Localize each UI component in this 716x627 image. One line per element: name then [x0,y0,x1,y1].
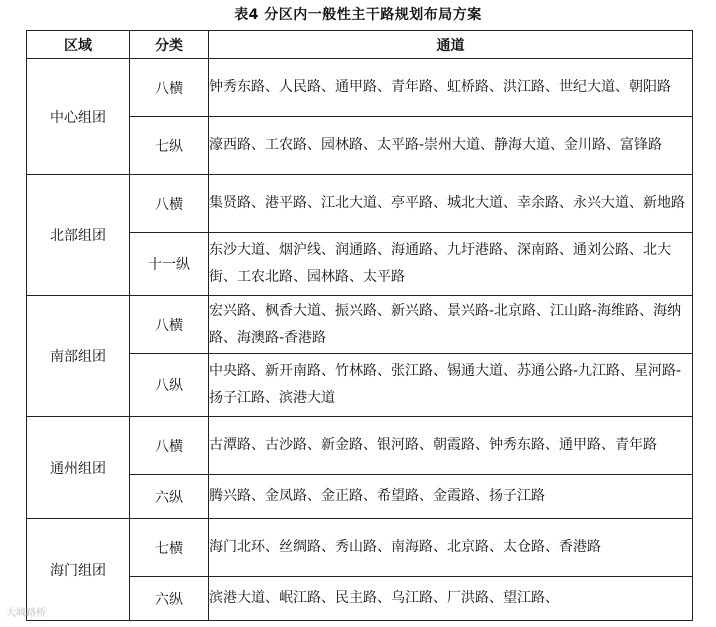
table-row [27,59,693,117]
roads-cell: 海门北环、丝绸路、秀山路、南海路、北京路、太仓路、香港路 [209,519,693,577]
category-cell: 八横 [130,417,209,475]
table-row [27,519,693,577]
header-row [27,31,693,59]
header-roads: 通道 [209,31,693,59]
roads-cell: 集贤路、港平路、江北大道、亭平路、城北大道、幸余路、永兴大道、新地路 [209,175,693,233]
category-cell: 八横 [130,175,209,233]
header-region: 区域 [27,31,130,59]
table-row [27,175,693,233]
category-cell: 六纵 [130,475,209,519]
region-cell: 中心组团 [27,59,130,175]
road-plan-table [26,30,693,621]
roads-cell: 腾兴路、金凤路、金正路、希望路、金霞路、扬子江路 [209,475,693,519]
table-row [27,296,693,354]
roads-cell: 古潭路、古沙路、新金路、银河路、朝霞路、钟秀东路、通甲路、青年路 [209,417,693,475]
region-cell: 北部组团 [27,175,130,296]
roads-cell: 钟秀东路、人民路、通甲路、青年路、虹桥路、洪江路、世纪大道、朝阳路 [209,59,693,117]
category-cell: 八横 [130,296,209,354]
header-category: 分类 [130,31,209,59]
watermark: 大城路桥 [6,608,46,619]
category-cell: 八横 [130,59,209,117]
category-cell: 十一纵 [130,233,209,296]
roads-cell: 中央路、新开南路、竹林路、张江路、锡通大道、苏通公路-九江路、星河路-扬子江路、滨港大道 [209,354,693,417]
roads-cell: 滨港大道、岷江路、民主路、乌江路、厂洪路、望江路、 [209,577,693,621]
region-cell: 通州组团 [27,417,130,519]
roads-cell: 宏兴路、枫香大道、振兴路、新兴路、景兴路-北京路、江山路-海维路、海纳路、海澳路-香港路 [209,296,693,354]
region-cell: 海门组团 [27,519,130,621]
roads-cell: 东沙大道、烟沪线、润通路、海通路、九圩港路、深南路、通刘公路、北大街、工农北路、园林路、太平路 [209,233,693,296]
category-cell: 七纵 [130,117,209,175]
category-cell: 八纵 [130,354,209,417]
table-title: 表4 分区内一般性主干路规划布局方案 [234,7,482,23]
roads-cell: 濠西路、工农路、园林路、太平路-崇州大道、静海大道、金川路、富锋路 [209,117,693,175]
table-row [27,417,693,475]
category-cell: 七横 [130,519,209,577]
category-cell: 六纵 [130,577,209,621]
region-cell: 南部组团 [27,296,130,417]
